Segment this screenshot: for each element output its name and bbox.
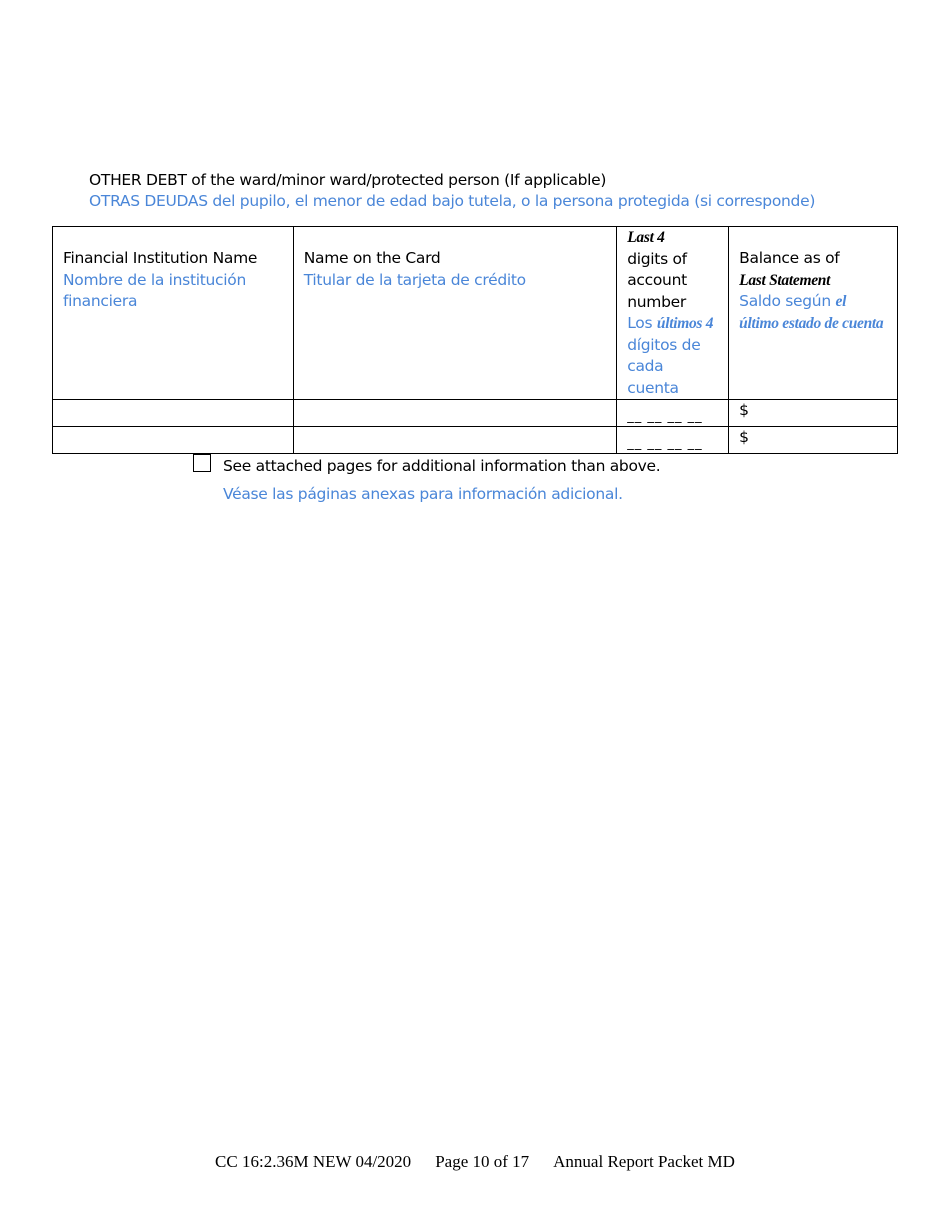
header-last4: Last 4 digits of account number Los últimos 4 dígitos de cada cuenta [617, 227, 729, 400]
last4-field[interactable]: __ __ __ __ [617, 400, 729, 427]
header-institution: Financial Institution Name Nombre de la institución financiera [53, 227, 294, 400]
attached-pages-checkbox[interactable] [193, 454, 211, 472]
heading-en: OTHER DEBT of the ward/minor ward/protected person (If applicable) [89, 171, 607, 189]
institution-field[interactable] [53, 400, 294, 427]
other-debt-table [52, 226, 898, 454]
card-name-field[interactable] [293, 427, 617, 454]
balance-field[interactable]: $ [729, 400, 898, 427]
table-row [53, 400, 898, 427]
table-row [53, 427, 898, 454]
section-heading [89, 170, 815, 212]
institution-field[interactable] [53, 427, 294, 454]
header-balance: Balance as of Last Statement Saldo según el último estado de cuenta [729, 227, 898, 400]
page-footer: CC 16:2.36M NEW 04/2020 Page 10 of 17 Annual Report Packet MD [215, 1152, 735, 1171]
attached-pages-label: See attached pages for additional information than above. Véase las páginas anexas para información adicional. [223, 457, 661, 503]
card-name-field[interactable] [293, 400, 617, 427]
table-header-row [53, 227, 898, 400]
heading-es: OTRAS DEUDAS del pupilo, el menor de edad bajo tutela, o la persona protegida (si corresponde) [89, 192, 816, 210]
last4-field[interactable]: __ __ __ __ [617, 427, 729, 454]
balance-field[interactable]: $ [729, 427, 898, 454]
header-card-name: Name on the Card Titular de la tarjeta de crédito [293, 227, 617, 400]
